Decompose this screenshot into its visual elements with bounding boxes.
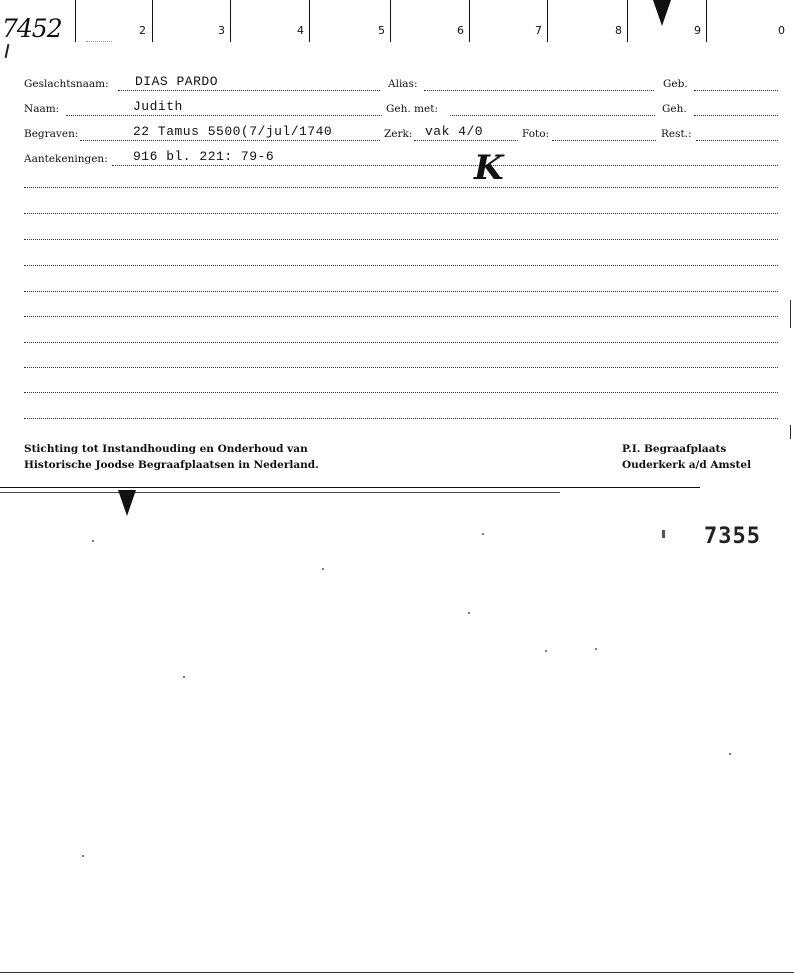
dotted-line	[450, 115, 655, 116]
geb-label: Geb.	[663, 78, 688, 90]
footer-cemetery	[622, 441, 751, 473]
index-marker-bottom	[118, 490, 136, 516]
speck	[468, 612, 470, 614]
top-ruler	[0, 0, 794, 42]
speck	[482, 533, 484, 535]
pen-stroke	[5, 44, 10, 58]
dotted-line	[696, 140, 778, 141]
ruler-tick	[230, 0, 231, 42]
dotted-line	[414, 140, 518, 141]
ruler-tick	[390, 0, 391, 42]
rest-label: Rest.:	[661, 128, 692, 140]
bottom-edge-line	[0, 972, 794, 973]
speck	[729, 753, 731, 755]
dotted-line	[424, 90, 654, 91]
edge-mark	[790, 300, 791, 328]
ruler-number: 0	[778, 24, 785, 37]
dotted-line	[552, 140, 656, 141]
dotted-line	[24, 265, 778, 266]
ruler-number: 8	[615, 24, 622, 37]
speck	[322, 568, 324, 570]
naam-label: Naam:	[24, 103, 60, 115]
speck	[545, 650, 547, 652]
ruler-tick	[706, 0, 707, 42]
dotted-line	[80, 140, 380, 141]
ruler-tick	[627, 0, 628, 42]
naam-value: Judith	[133, 99, 183, 114]
footer-foundation	[24, 441, 319, 473]
card-edge-line	[0, 492, 560, 493]
dotted-line	[24, 392, 778, 393]
handwritten-mark: K	[474, 148, 504, 188]
ruler-tick	[75, 0, 76, 42]
dotted-line	[24, 316, 778, 317]
ruler-number: 2	[139, 24, 146, 37]
dotted-line	[694, 90, 778, 91]
alias-label: Alias:	[388, 78, 418, 90]
speck	[595, 648, 597, 650]
speck	[82, 855, 84, 857]
dotted-line	[24, 187, 778, 188]
card-edge-line	[0, 487, 700, 488]
dotted-line	[24, 342, 778, 343]
faint-scribble	[86, 40, 112, 42]
ruler-number: 6	[457, 24, 464, 37]
dotted-line	[66, 115, 382, 116]
zerk-value: vak 4/0	[425, 124, 484, 139]
begraven-value: 22 Tamus 5500(7/jul/1740	[133, 124, 333, 139]
ruler-number: 7	[535, 24, 542, 37]
geh-label: Geh.	[662, 103, 687, 115]
speck	[662, 530, 665, 538]
ruler-tick	[469, 0, 470, 42]
ruler-number: 4	[297, 24, 304, 37]
geslachtsnaam-value: DIAS PARDO	[135, 74, 219, 89]
aantekeningen-value: 916 bl. 221: 79-6	[133, 149, 275, 164]
ruler-number: 5	[378, 24, 385, 37]
geslachtsnaam-label: Geslachtsnaam:	[24, 78, 109, 90]
aantekeningen-label: Aantekeningen:	[24, 153, 108, 165]
footer-right-line-2: Ouderkerk a/d Amstel	[622, 459, 752, 471]
ruler-number: 3	[218, 24, 225, 37]
handwritten-card-number: 7452	[2, 14, 62, 43]
zerk-label: Zerk:	[384, 128, 413, 140]
geh-met-label: Geh. met:	[386, 103, 438, 115]
dotted-line	[24, 213, 778, 214]
dotted-line	[118, 90, 380, 91]
stamp-number: 7355	[704, 524, 761, 549]
ruler-tick	[547, 0, 548, 42]
dotted-line	[24, 367, 778, 368]
edge-mark	[790, 425, 791, 439]
ruler-tick	[309, 0, 310, 42]
dotted-line	[112, 165, 778, 166]
speck	[92, 540, 94, 542]
footer-left-line-2: Historische Joodse Begraafplaatsen in Nederland.	[24, 459, 319, 471]
footer-left-line-1: Stichting tot Instandhouding en Onderhoud van	[24, 443, 308, 455]
dotted-line	[694, 115, 778, 116]
foto-label: Foto:	[522, 128, 550, 140]
index-marker-top	[653, 0, 671, 26]
ruler-tick	[152, 0, 153, 42]
dotted-line	[24, 239, 778, 240]
dotted-line	[24, 418, 778, 419]
begraven-label: Begraven:	[24, 128, 79, 140]
dotted-line	[24, 291, 778, 292]
footer-right-line-1: P.I. Begraafplaats	[622, 443, 727, 455]
speck	[183, 676, 185, 678]
ruler-number: 9	[694, 24, 701, 37]
